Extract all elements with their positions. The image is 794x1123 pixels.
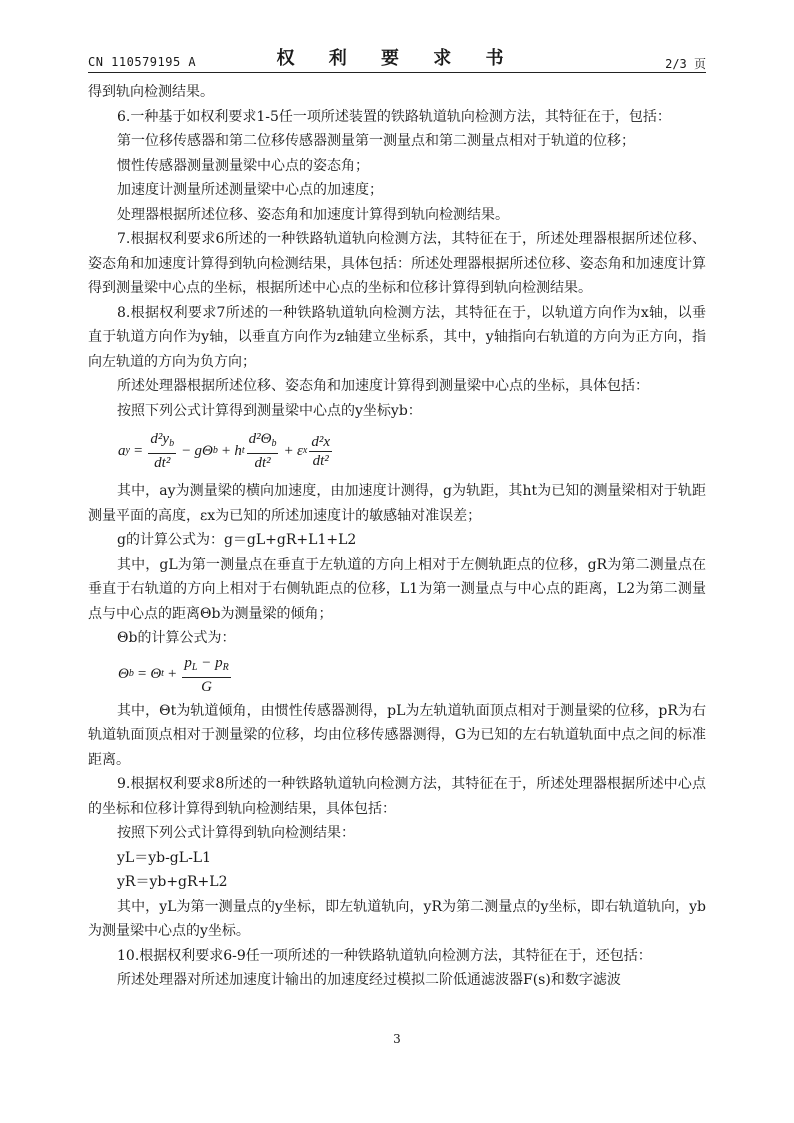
claim-8-step-7: 其中，Θt为轨道倾角，由惯性传感器测得，pL为左轨道轨面顶点相对于测量梁的位移，pR为右轨道轨面顶点相对于测量梁的位移，均由位移传感器测得，G为已知的左右轨道轨面中点之间的标准距离。 xyxy=(88,702,706,768)
formula-yr: yR＝yb+gR+L2 xyxy=(117,874,228,890)
claim-6-step-3: 加速度计测量所述测量梁中心点的加速度； xyxy=(117,182,383,198)
header-rule xyxy=(88,72,706,73)
claim-7: 7.根据权利要求6所述的一种铁路轨道轨向检测方法，其特征在于，所述处理器根据所述位移、姿态角和加速度计算得到轨向检测结果，具体包括：所述处理器根据所述位移、姿态角和加速度计算得到测量梁中心点的坐标，根据所述中心点的坐标和位移计算得到轨向检测结果。 xyxy=(88,231,706,296)
formula-ay: a y = $\frac{d^2y_b}{\text{dt²}}$ − gΘ b + h t $\frac{d^2\Theta_b}{\text{dt²}}$ + ε x $\frac{\text{d²x}}{\text{dt²}}$ xyxy=(118,431,330,471)
claim-9: 9.根据权利要求8所述的一种铁路轨道轨向检测方法，其特征在于，所述处理器根据所述中心点的坐标和位移计算得到轨向检测结果，具体包括： xyxy=(88,776,706,817)
header-page-label: 2/3 页 xyxy=(665,57,706,71)
claim-8-step-5: 其中，gL为第一测量点在垂直于左轨道的方向上相对于左侧轨距点的位移，gR为第二测量点在垂直于右轨道的方向上相对于右侧轨距点的位移，L1为第一测量点与中心点的距离，L2为第二测量点与中心点的距离Θb为测量梁的倾角； xyxy=(88,556,706,622)
claim-8-step-3: 其中，ay为测量梁的横向加速度，由加速度计测得，g为轨距，其ht为已知的测量梁相对于轨距测量平面的高度，εx为已知的所述加速度计的敏感轴对准误差； xyxy=(88,483,706,524)
claim-6: 6.一种基于如权利要求1-5任一项所述装置的铁路轨道轨向检测方法，其特征在于，包括： xyxy=(117,108,671,125)
formula-theta-b: Θ b = Θ t + $\frac{p_L - p_R}{G}$ xyxy=(118,654,229,695)
claim-8-step-4: g的计算公式为：g＝gL+gR+L1+L2 xyxy=(117,532,357,548)
claim-8: 8.根据权利要求7所述的一种铁路轨道轨向检测方法，其特征在于，以轨道方向作为x轴，以垂直于轨道方向作为y轴，以垂直方向作为z轴建立坐标系，其中，y轴指向右轨道的方向为正方向，指向左轨道的方向为负方向； xyxy=(88,304,706,370)
claim-6-step-1: 第一位移传感器和第二位移传感器测量第一测量点和第二测量点相对于轨道的位移； xyxy=(117,133,635,149)
claim-8-step-6: Θb的计算公式为： xyxy=(117,630,236,646)
claim-10-step-1: 所述处理器对所述加速度计输出的加速度经过模拟二阶低通滤波器F(s)和数字滤波 xyxy=(117,972,621,988)
claim-6-step-4: 处理器根据所述位移、姿态角和加速度计算得到轨向检测结果。 xyxy=(117,206,509,223)
paragraph: 得到轨向检测结果。 xyxy=(88,84,214,100)
claim-8-step-2: 按照下列公式计算得到测量梁中心点的y坐标yb： xyxy=(117,402,422,419)
page-title: 权 利 要 求 书 xyxy=(276,48,518,69)
page-number: 3 xyxy=(393,1032,401,1046)
claim-6-step-2: 惯性传感器测量测量梁中心点的姿态角； xyxy=(117,157,369,174)
claims-body xyxy=(88,80,706,993)
claim-9-step-1: 按照下列公式计算得到轨向检测结果： xyxy=(117,825,355,841)
header-doc-number: CN 110579195 A xyxy=(88,55,197,69)
claim-8-step-1: 所述处理器根据所述位移、姿态角和加速度计算得到测量梁中心点的坐标，具体包括： xyxy=(117,378,649,394)
claim-10: 10.根据权利要求6-9任一项所述的一种铁路轨道轨向检测方法，其特征在于，还包括： xyxy=(117,947,652,964)
claim-9-step-2: 其中，yL为第一测量点的y坐标，即左轨道轨向，yR为第二测量点的y坐标，即右轨道轨向，yb为测量梁中心点的y坐标。 xyxy=(88,898,706,939)
formula-yl: yL＝yb-gL-L1 xyxy=(117,849,212,866)
